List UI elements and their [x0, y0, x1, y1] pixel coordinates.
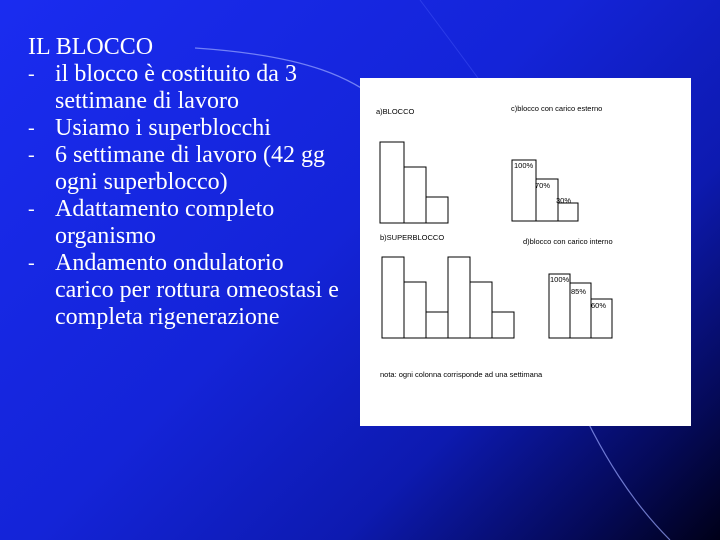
bullet-marker: -	[28, 144, 35, 166]
bullet-marker: -	[28, 252, 35, 274]
panel-d-bar-label-3: 60%	[591, 301, 607, 310]
bullet-marker: -	[28, 117, 35, 139]
bullet-text: Usiamo i superblocchi	[55, 115, 271, 141]
panel-c-bar-3	[558, 203, 578, 221]
panel-d-bar-label-2: 85%	[571, 287, 587, 296]
panel-b-bar-6	[492, 312, 514, 338]
panel-a-bar-3	[426, 197, 448, 223]
bullet-item	[28, 61, 348, 115]
panel-c-bar-label-3: 30%	[556, 196, 572, 205]
bullet-text: Andamento ondulatorio carico per rottura omeostasi e completa rigenerazione	[55, 250, 339, 330]
panel-c-title: c)blocco con carico esterno	[511, 104, 603, 113]
bullet-marker: -	[28, 63, 35, 85]
panel-a-bar-2	[404, 167, 426, 223]
panel-b-title: b)SUPERBLOCCO	[380, 233, 445, 242]
panel-d-bar-label-1: 100%	[550, 275, 570, 284]
figure-note: nota: ogni colonna corrisponde ad una settimana	[380, 370, 543, 379]
panel-b-bar-4	[448, 257, 470, 338]
panel-b-bar-5	[470, 282, 492, 338]
bullet-item	[28, 142, 348, 196]
bullet-item	[28, 250, 348, 331]
bullet-list	[28, 61, 348, 331]
training-block-figure	[360, 78, 691, 426]
bullet-text: il blocco è costituito da 3 settimane di lavoro	[55, 61, 297, 114]
slide-text	[28, 34, 348, 331]
panel-a-title: a)BLOCCO	[376, 107, 415, 116]
bullet-text: 6 settimane di lavoro (42 gg ogni superblocco)	[55, 142, 325, 195]
figure-svg	[360, 78, 691, 426]
panel-d-title: d)blocco con carico interno	[523, 237, 613, 246]
panel-a-bar-1	[380, 142, 404, 223]
panel-c-bar-label-2: 70%	[535, 181, 551, 190]
panel-b-bar-2	[404, 282, 426, 338]
panel-b-bar-3	[426, 312, 448, 338]
panel-c-bar-label-1: 100%	[514, 161, 534, 170]
bullet-text: Adattamento completo organismo	[55, 196, 275, 249]
bullet-item	[28, 115, 348, 142]
panel-b-bar-1	[382, 257, 404, 338]
bullet-marker: -	[28, 198, 35, 220]
bullet-item	[28, 196, 348, 250]
slide-title: IL BLOCCO	[28, 34, 154, 60]
